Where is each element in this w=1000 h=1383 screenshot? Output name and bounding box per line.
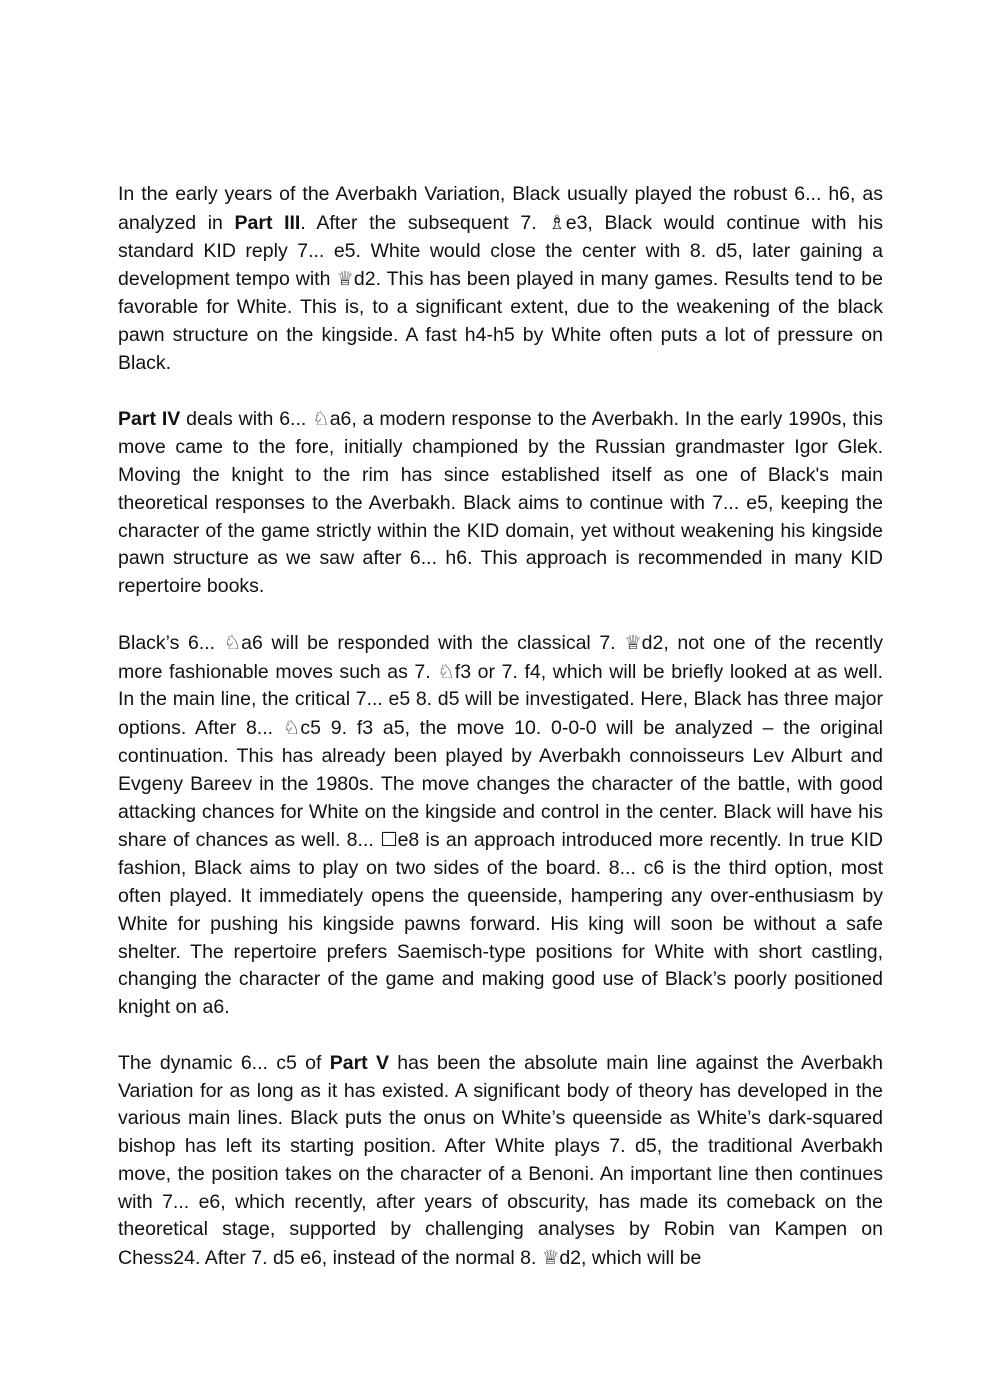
text-run: has been the absolute main line against the Averbakh Variation for as long as it has existed. A significant body of theory has developed in the various main lines. Black puts the onus on White’s queenside as White’s dark-squared bishop has left its starting position. After White plays 7. d5, the traditional Averbakh move, the position takes on the character of a Benoni. An important line then continues with 7... e6, which recently, after years of obscurity, has made its comeback on the theoretical stage, supported by challenging analyses by Robin van Kampen on Chess24. After 7. d5 e6, instead of the normal 8. xyxy=(118,1051,884,1270)
chess-piece-icon: ♕ xyxy=(336,267,354,291)
paragraph-knight-a6-lines xyxy=(118,629,883,1022)
text-run: Black’s 6... xyxy=(118,631,224,654)
chess-piece-icon: ♕ xyxy=(624,630,642,654)
text-run: d2, not one of the recently more fashionable moves such as 7. xyxy=(118,631,883,683)
chess-piece-icon: ♘ xyxy=(223,630,242,654)
part-reference: Part IV xyxy=(118,408,181,431)
chess-piece-icon: ♗ xyxy=(548,210,566,234)
text-run: f3 or 7. f4, which will be briefly looked at as well. In the main line, the critical 7... e5 8. d5 will be investigated. Here, Black has three major options. After 8... xyxy=(118,660,883,740)
text-run: d2, which will be xyxy=(559,1247,702,1270)
paragraph-part-v-summary xyxy=(118,1050,883,1273)
chess-piece-icon: ♘ xyxy=(437,659,455,683)
text-run: a6, a modern response to the Averbakh. In the early 1990s, this move came to the fore, initially championed by the Russian grandmaster Igor Glek. Moving the knight to the rim has since established itself as one of Black's main theoretical responses to the Averbakh. Black aims to continue with 7... e5, keeping the character of the game strictly within the KID domain, yet without weakening his kingside pawn structure as we saw after 6... h6. This approach is recommended in many KID repertoire books. xyxy=(118,408,883,598)
chess-piece-icon: ♘ xyxy=(312,407,330,431)
text-run: c5 9. f3 a5, the move 10. 0-0-0 will be analyzed – the original continuation. This has already been played by Averbakh connoisseurs Lev Alburt and Evgeny Bareev in the 1980s. The move changes the character of the battle, with good attacking chances for White on the kingside and control in the center. Black will have his share of chances as well. 8... xyxy=(118,717,883,852)
text-run: a6 will be responded with the classical 7. xyxy=(241,631,625,654)
text-run: The dynamic 6... c5 of xyxy=(118,1051,330,1074)
text-run: d2. This has been played in many games. Results tend to be favorable for White. This is, to a significant extent, due to the weakening of the black pawn structure on the kingside. A fast h4-h5 by White often puts a lot of pressure on Black. xyxy=(118,268,883,374)
chess-piece-icon: ♕ xyxy=(541,1246,560,1270)
text-run: . After the subsequent 7. xyxy=(300,211,549,234)
text-run: In the early years of the Averbakh Variation, Black usually played the robust 6... h6, as analyzed in xyxy=(118,183,883,234)
text-run: e3, Black would continue with his standard KID reply 7... e5. White would close the center with 8. d5, later gaining a development tempo with xyxy=(118,211,883,291)
chess-piece-icon: ♘ xyxy=(282,716,301,740)
part-reference: Part III xyxy=(234,211,301,234)
text-run: e8 is an approach introduced more recently. In true KID fashion, Black aims to play on two sides of the board. 8... c6 is the third option, most often played. It immediately opens the queenside, hampering any over-enthusiasm by White for pushing his kingside pawns forward. His king will soon be without a safe shelter. The repertoire prefers Saemisch-type positions for White with short castling, changing the character of the game and making good use of Black’s poorly positioned knight on a6. xyxy=(118,829,883,1019)
document-page xyxy=(118,181,883,1301)
paragraph-part-iii-summary xyxy=(118,181,883,378)
paragraph-part-iv-summary xyxy=(118,405,883,601)
chess-piece-icon: ☐ xyxy=(380,828,398,852)
text-run: deals with 6... xyxy=(180,408,313,431)
part-reference: Part V xyxy=(329,1051,389,1074)
